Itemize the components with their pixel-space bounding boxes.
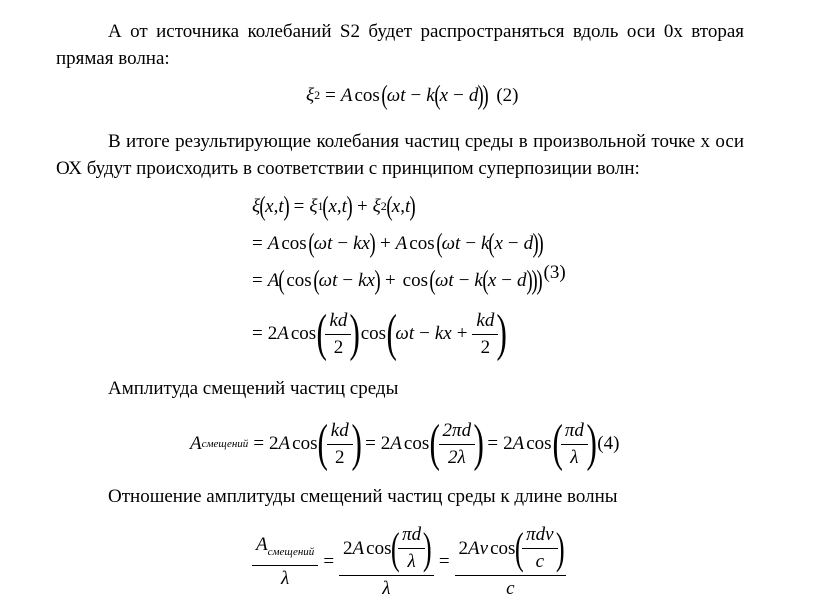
minus-sign: − — [458, 269, 470, 291]
cos-function: cos — [526, 433, 552, 454]
right-paren: ) — [409, 191, 416, 221]
fraction-amplitude-over-lambda — [254, 534, 316, 590]
denominator: 2 — [325, 334, 351, 359]
left-paren: ( — [434, 80, 441, 110]
fraction-pid-over-lambda — [563, 420, 586, 469]
cos-function: cos — [402, 269, 428, 291]
left-big-paren: ( — [317, 415, 329, 472]
right-big-paren: ) — [473, 415, 484, 472]
numerator: 2πd — [442, 419, 472, 441]
paragraph-intro-second-wave: А от источника колебаний S2 будет распространяться вдоль оси 0х вторая прямая волна: — [56, 21, 744, 69]
right-paren: ) — [282, 191, 290, 221]
minus-sign: − — [342, 269, 354, 291]
var-x: x — [487, 269, 497, 291]
var-A: A — [468, 537, 480, 559]
var-d: d — [517, 269, 527, 291]
number-2: 2 — [380, 433, 391, 454]
number-2: 2 — [503, 433, 513, 454]
equals-sign: = — [323, 551, 335, 572]
equation-3-line-2 — [252, 230, 543, 257]
var-t: t — [404, 195, 411, 217]
subscript: 2 — [314, 88, 321, 102]
numerator: πd — [564, 419, 584, 441]
equation-3-line-4 — [252, 305, 508, 362]
equals-sign: = — [293, 195, 305, 217]
var-A: A — [267, 232, 280, 254]
omega-symbol: ω — [441, 232, 456, 254]
var-k: k — [481, 232, 490, 254]
equals-sign: = — [253, 433, 265, 454]
right-big-paren: ) — [349, 305, 361, 362]
xi-symbol: ξ — [252, 195, 261, 217]
left-paren: ( — [278, 265, 285, 295]
xi-symbol: ξ — [372, 195, 381, 217]
var-d: d — [523, 232, 534, 254]
number-2: 2 — [343, 537, 353, 559]
var-x: x — [391, 195, 401, 217]
var-t: t — [448, 269, 454, 291]
right-big-paren: ) — [496, 305, 508, 362]
cos-function: cos — [290, 323, 317, 344]
omega-symbol: ω — [313, 232, 328, 254]
numerator: kd — [476, 309, 495, 331]
left-paren: ( — [381, 80, 388, 110]
var-A: A — [277, 323, 289, 344]
var-t: t — [455, 232, 461, 254]
right-paren: ) — [369, 228, 376, 258]
omega-symbol: ω — [435, 269, 449, 291]
cos-function: cos — [409, 232, 435, 254]
subscript: 1 — [317, 199, 324, 213]
omega-symbol: ω — [395, 323, 409, 344]
omega-symbol: ω — [318, 269, 333, 291]
plus-sign: + — [456, 323, 468, 344]
comma: , — [273, 195, 279, 217]
equation-number-4: (4) — [597, 433, 620, 454]
var-A: A — [256, 534, 268, 555]
var-x: x — [494, 232, 503, 254]
cos-function: cos — [286, 269, 312, 291]
var-t: t — [278, 195, 284, 217]
numerator: kd — [329, 309, 348, 331]
var-kx: kx — [434, 323, 452, 344]
right-paren: ) — [477, 80, 484, 110]
number-2: 2 — [267, 323, 278, 344]
denominator: 2 — [327, 444, 353, 469]
fraction-kd-over-2 — [474, 310, 496, 359]
cos-function: cos — [360, 323, 387, 344]
plus-sign: + — [379, 232, 391, 254]
right-paren: ) — [374, 265, 381, 295]
fraction-2Acos-over-lambda — [341, 524, 432, 600]
right-paren: ) — [530, 265, 538, 295]
right-paren: ) — [537, 228, 544, 258]
paragraph-superposition: В итоге результирующие колебания частиц среды в произвольной точке х оси ОХ будут происходить в соответствии с принципом суперпозиции волн: — [56, 131, 744, 179]
right-big-paren: ) — [351, 415, 362, 472]
left-big-paren: ( — [429, 415, 441, 472]
right-big-paren: ) — [555, 523, 565, 573]
right-paren: ) — [346, 191, 353, 221]
right-paren: ) — [532, 228, 539, 258]
minus-sign: − — [501, 269, 513, 291]
number-2: 2 — [269, 433, 279, 454]
var-t: t — [332, 269, 338, 291]
denominator: c — [522, 548, 557, 573]
equation-number-2: (2) — [496, 84, 519, 106]
fraction-2pid-over-2lambda — [441, 420, 474, 469]
cos-function: cos — [366, 537, 392, 559]
equation-2 — [306, 82, 518, 109]
paragraph-amplitude: Амплитуда смещений частиц среды — [108, 378, 399, 399]
cos-function: cos — [292, 433, 318, 454]
fraction-pidnu-over-c — [524, 524, 555, 573]
minus-sign: − — [419, 323, 430, 344]
plus-sign: + — [384, 269, 396, 291]
var-t: t — [341, 195, 347, 217]
denominator: λ — [398, 548, 425, 573]
number-2: 2 — [458, 537, 469, 559]
plus-sign: + — [356, 195, 368, 217]
var-d: d — [468, 84, 479, 106]
subscript-displacement: смещений — [201, 438, 249, 450]
equals-sign: = — [252, 323, 263, 344]
var-t: t — [408, 323, 415, 344]
equals-sign: = — [438, 551, 450, 572]
var-t: t — [400, 84, 406, 106]
minus-sign: − — [453, 84, 464, 106]
comma: , — [336, 195, 342, 217]
numerator: πdν — [526, 524, 554, 545]
var-kx: kx — [353, 232, 370, 254]
right-big-paren: ) — [586, 415, 597, 472]
fraction-kd-over-2 — [327, 310, 349, 359]
left-paren: ( — [435, 228, 443, 258]
right-paren: ) — [535, 265, 543, 295]
numerator: kd — [330, 419, 349, 441]
denominator: c — [455, 575, 567, 600]
equals-sign: = — [487, 433, 499, 454]
minus-sign: − — [507, 232, 519, 254]
xi-symbol: ξ — [309, 195, 318, 217]
var-x: x — [265, 195, 274, 217]
numerator — [457, 524, 565, 575]
fraction-kd-over-2 — [329, 420, 351, 469]
equation-amplitude-ratio — [252, 524, 566, 600]
equals-sign: = — [252, 269, 263, 291]
equation-3-line-3 — [252, 261, 566, 295]
paragraph-amplitude-to-wavelength: Отношение амплитуды смещений частиц среды к длине волны — [108, 486, 618, 507]
var-A: A — [190, 433, 202, 454]
subscript: 2 — [380, 199, 387, 213]
cos-function: cos — [354, 84, 380, 106]
subscript-displacement: смещений — [267, 546, 315, 558]
denominator: λ — [339, 575, 434, 600]
var-A: A — [278, 433, 291, 454]
denominator: 2λ — [439, 444, 476, 469]
coefficient — [343, 538, 364, 560]
denominator: 2 — [472, 334, 498, 359]
numerator — [254, 534, 316, 565]
denominator: λ — [252, 565, 318, 590]
numerator: πd — [402, 524, 422, 545]
var-A: A — [512, 433, 525, 454]
left-paren: ( — [482, 265, 489, 295]
equals-sign: = — [365, 433, 376, 454]
fraction-2Anucos-over-c — [457, 524, 565, 600]
right-big-paren: ) — [423, 523, 432, 573]
var-A: A — [340, 84, 353, 106]
var-kx: kx — [358, 269, 375, 291]
left-big-paren: ( — [386, 305, 397, 362]
left-paren: ( — [313, 265, 320, 295]
minus-sign: − — [410, 84, 422, 106]
right-paren: ) — [525, 265, 533, 295]
left-paren: ( — [308, 228, 315, 258]
minus-sign: − — [465, 232, 477, 254]
equals-sign: = — [252, 232, 263, 254]
var-t: t — [327, 232, 333, 254]
numerator — [341, 524, 432, 575]
equation-4 — [190, 415, 620, 472]
left-big-paren: ( — [552, 415, 563, 472]
omega-symbol: ω — [386, 84, 401, 106]
xi-symbol: ξ — [306, 84, 315, 106]
left-big-paren: ( — [316, 305, 328, 362]
var-x: x — [439, 84, 449, 106]
left-paren: ( — [322, 191, 330, 221]
cos-function: cos — [281, 232, 307, 254]
left-big-paren: ( — [391, 523, 401, 573]
cos-function: cos — [490, 537, 516, 559]
var-x: x — [328, 195, 337, 217]
var-A: A — [267, 269, 280, 291]
equals-sign: = — [325, 84, 336, 106]
nu-symbol: ν — [479, 537, 489, 559]
var-A: A — [395, 232, 408, 254]
var-A: A — [390, 433, 402, 454]
left-big-paren: ( — [515, 523, 525, 573]
left-paren: ( — [386, 191, 393, 221]
equation-3-line-1 — [252, 193, 415, 220]
minus-sign: − — [337, 232, 349, 254]
right-paren: ) — [482, 80, 489, 110]
equation-number-3: (3) — [543, 261, 566, 283]
var-k: k — [474, 269, 483, 291]
var-k: k — [426, 84, 435, 106]
left-paren: ( — [259, 191, 266, 221]
comma: , — [400, 195, 405, 217]
var-A: A — [352, 537, 365, 559]
left-paren: ( — [429, 265, 436, 295]
fraction-pid-over-lambda — [400, 524, 423, 573]
left-paren: ( — [488, 228, 496, 258]
cos-function: cos — [403, 433, 430, 454]
denominator: λ — [561, 444, 588, 469]
